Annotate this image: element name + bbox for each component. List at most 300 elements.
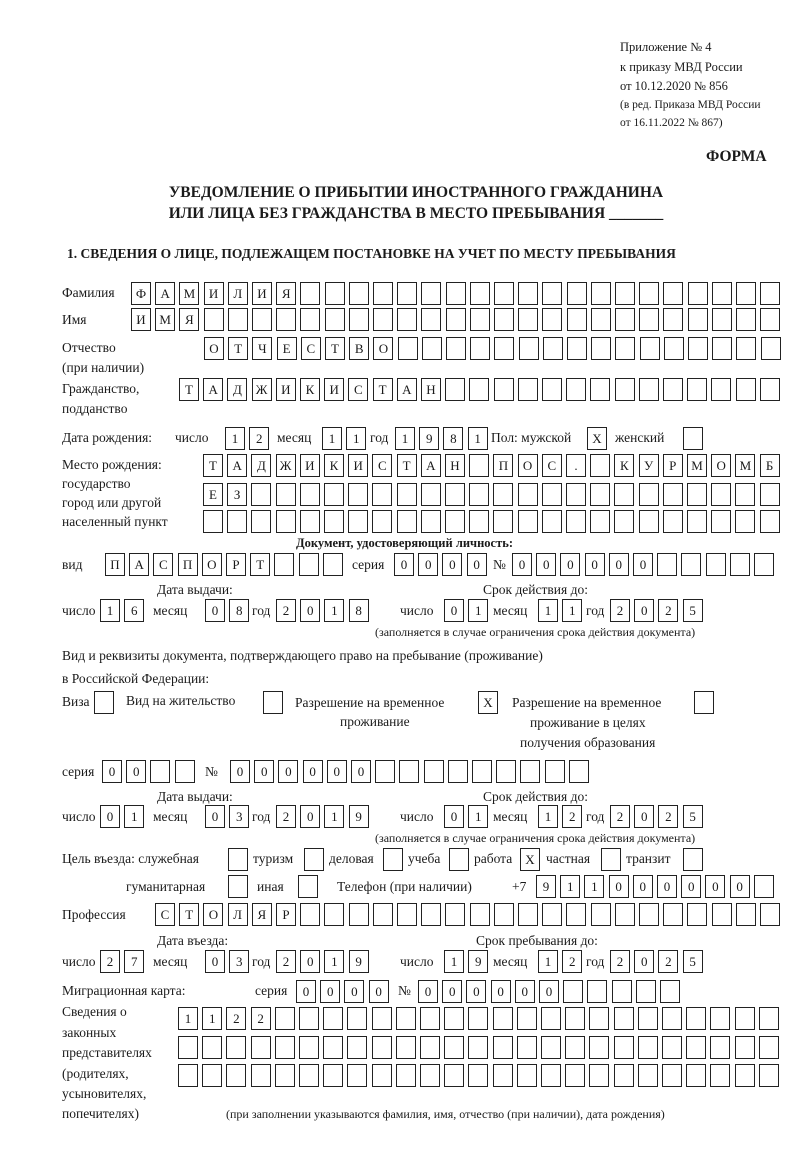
sex-female-char-box[interactable] (683, 427, 703, 450)
migration-number-char-box[interactable]: 0 (491, 980, 511, 1003)
birthplace-row3-char-box[interactable] (687, 510, 707, 533)
citizenship-char-box[interactable] (445, 378, 465, 401)
phone-char-box[interactable] (754, 875, 774, 898)
name-char-box[interactable]: И (131, 308, 151, 331)
citizenship-char-box[interactable] (494, 378, 514, 401)
birthplace-row3-char-box[interactable] (639, 510, 659, 533)
stay-until-month-char-box[interactable]: 1 (538, 950, 558, 973)
surname-char-box[interactable] (639, 282, 659, 305)
stay-number-char-box[interactable]: 0 (327, 760, 347, 783)
stay-number-char-box[interactable] (399, 760, 419, 783)
reps-row3-char-box[interactable] (541, 1064, 561, 1087)
stay-issue-year-char-box[interactable]: 2 (276, 805, 296, 828)
stay-issue-month-char-box[interactable]: 0 (205, 805, 225, 828)
reps-row2-char-box[interactable] (468, 1036, 488, 1059)
patronymic-char-box[interactable] (398, 337, 418, 360)
reps-row3-char-box[interactable] (468, 1064, 488, 1087)
birthplace-row3-char-box[interactable] (372, 510, 392, 533)
reps-row2-char-box[interactable] (614, 1036, 634, 1059)
migration-series-char-box[interactable]: 0 (344, 980, 364, 1003)
profession-char-box[interactable] (736, 903, 756, 926)
birthplace-row2-char-box[interactable] (590, 483, 610, 506)
profession-char-box[interactable]: О (203, 903, 223, 926)
birth-day-char-box[interactable]: 2 (249, 427, 269, 450)
profession-char-box[interactable] (639, 903, 659, 926)
birthplace-row1-char-box[interactable]: Т (203, 454, 223, 477)
citizenship-char-box[interactable]: К (300, 378, 320, 401)
name-char-box[interactable] (373, 308, 393, 331)
name-char-box[interactable] (204, 308, 224, 331)
stay-series-char-box[interactable] (150, 760, 170, 783)
id-issue-month-char-box[interactable]: 8 (229, 599, 249, 622)
birthplace-row3-char-box[interactable] (590, 510, 610, 533)
reps-row1-char-box[interactable] (541, 1007, 561, 1030)
reps-row2-char-box[interactable] (686, 1036, 706, 1059)
profession-char-box[interactable] (397, 903, 417, 926)
stay-number-char-box[interactable] (496, 760, 516, 783)
stay-until-day-char-box[interactable]: 9 (468, 950, 488, 973)
id-issue-year-char-box[interactable]: 2 (276, 599, 296, 622)
birthplace-row3-char-box[interactable] (469, 510, 489, 533)
stay-number-char-box[interactable]: 0 (230, 760, 250, 783)
entry-day-char-box[interactable]: 7 (124, 950, 144, 973)
citizenship-char-box[interactable]: Т (373, 378, 393, 401)
id-number-char-box[interactable]: 0 (585, 553, 605, 576)
surname-char-box[interactable] (688, 282, 708, 305)
purpose-humanitarian-char-box[interactable] (228, 875, 248, 898)
patronymic-char-box[interactable] (664, 337, 684, 360)
profession-char-box[interactable]: Я (252, 903, 272, 926)
birthplace-row3-char-box[interactable] (227, 510, 247, 533)
birthplace-row2-char-box[interactable] (469, 483, 489, 506)
birthplace-row3-char-box[interactable] (276, 510, 296, 533)
surname-char-box[interactable] (470, 282, 490, 305)
birthplace-row2-char-box[interactable] (348, 483, 368, 506)
reps-row2-char-box[interactable] (565, 1036, 585, 1059)
reps-row3-char-box[interactable] (759, 1064, 779, 1087)
birthplace-row3-char-box[interactable] (760, 510, 780, 533)
patronymic-char-box[interactable]: Т (228, 337, 248, 360)
stay-number-char-box[interactable] (424, 760, 444, 783)
temp-residence-edu-char-box[interactable] (694, 691, 714, 714)
birthplace-row2-char-box[interactable] (421, 483, 441, 506)
reps-row3-char-box[interactable] (347, 1064, 367, 1087)
birthplace-row1-char-box[interactable]: И (348, 454, 368, 477)
reps-row2-char-box[interactable] (710, 1036, 730, 1059)
birthplace-row3-char-box[interactable] (566, 510, 586, 533)
birthplace-row3-char-box[interactable] (493, 510, 513, 533)
surname-char-box[interactable] (446, 282, 466, 305)
purpose-study-char-box[interactable] (449, 848, 469, 871)
birthplace-row1-char-box[interactable]: Б (760, 454, 780, 477)
phone-char-box[interactable]: 0 (657, 875, 677, 898)
name-char-box[interactable] (252, 308, 272, 331)
profession-char-box[interactable] (566, 903, 586, 926)
reps-row1-char-box[interactable]: 1 (202, 1007, 222, 1030)
birth-month-char-box[interactable]: 1 (322, 427, 342, 450)
migration-series-char-box[interactable]: 0 (296, 980, 316, 1003)
id-valid-year-char-box[interactable]: 2 (610, 599, 630, 622)
birthplace-row3-char-box[interactable] (735, 510, 755, 533)
id-number-char-box[interactable]: 0 (536, 553, 556, 576)
birthplace-row2-char-box[interactable] (760, 483, 780, 506)
id-valid-month-char-box[interactable]: 1 (562, 599, 582, 622)
reps-row2-char-box[interactable] (420, 1036, 440, 1059)
entry-year-char-box[interactable]: 2 (276, 950, 296, 973)
stay-number-char-box[interactable] (545, 760, 565, 783)
id-kind-char-box[interactable] (274, 553, 294, 576)
birthplace-row1-char-box[interactable]: К (614, 454, 634, 477)
phone-char-box[interactable]: 0 (609, 875, 629, 898)
migration-number-char-box[interactable] (563, 980, 583, 1003)
surname-char-box[interactable]: И (252, 282, 272, 305)
reps-row3-char-box[interactable] (275, 1064, 295, 1087)
reps-row2-char-box[interactable] (662, 1036, 682, 1059)
birthplace-row3-char-box[interactable] (251, 510, 271, 533)
profession-char-box[interactable] (445, 903, 465, 926)
birthplace-row2-char-box[interactable] (639, 483, 659, 506)
purpose-work-char-box[interactable]: X (520, 848, 540, 871)
name-char-box[interactable] (591, 308, 611, 331)
surname-char-box[interactable] (542, 282, 562, 305)
visa-char-box[interactable] (94, 691, 114, 714)
name-char-box[interactable] (639, 308, 659, 331)
entry-month-char-box[interactable]: 3 (229, 950, 249, 973)
birthplace-row1-char-box[interactable]: М (735, 454, 755, 477)
patronymic-char-box[interactable] (591, 337, 611, 360)
birthplace-row2-char-box[interactable] (251, 483, 271, 506)
birthplace-row2-char-box[interactable] (542, 483, 562, 506)
stay-number-char-box[interactable] (472, 760, 492, 783)
id-kind-char-box[interactable] (323, 553, 343, 576)
profession-char-box[interactable]: Т (179, 903, 199, 926)
name-char-box[interactable]: М (155, 308, 175, 331)
reps-row3-char-box[interactable] (565, 1064, 585, 1087)
citizenship-char-box[interactable] (663, 378, 683, 401)
reps-row3-char-box[interactable] (710, 1064, 730, 1087)
citizenship-char-box[interactable] (736, 378, 756, 401)
reps-row1-char-box[interactable] (396, 1007, 416, 1030)
reps-row1-char-box[interactable] (420, 1007, 440, 1030)
name-char-box[interactable] (494, 308, 514, 331)
birthplace-row2-char-box[interactable] (566, 483, 586, 506)
surname-char-box[interactable] (615, 282, 635, 305)
citizenship-char-box[interactable] (542, 378, 562, 401)
stay-series-char-box[interactable] (175, 760, 195, 783)
name-char-box[interactable]: Я (179, 308, 199, 331)
name-char-box[interactable] (760, 308, 780, 331)
birth-year-char-box[interactable]: 1 (395, 427, 415, 450)
id-series-char-box[interactable]: 0 (394, 553, 414, 576)
id-number-char-box[interactable] (706, 553, 726, 576)
name-char-box[interactable] (446, 308, 466, 331)
profession-char-box[interactable] (470, 903, 490, 926)
birthplace-row2-char-box[interactable] (663, 483, 683, 506)
sex-male-char-box[interactable]: X (587, 427, 607, 450)
birthplace-row3-char-box[interactable] (324, 510, 344, 533)
birthplace-row3-char-box[interactable] (542, 510, 562, 533)
birthplace-row1-char-box[interactable]: О (711, 454, 731, 477)
patronymic-char-box[interactable]: Е (277, 337, 297, 360)
stay-until-year-char-box[interactable]: 0 (634, 950, 654, 973)
migration-number-char-box[interactable] (636, 980, 656, 1003)
purpose-private-char-box[interactable] (601, 848, 621, 871)
profession-char-box[interactable] (760, 903, 780, 926)
id-kind-char-box[interactable]: П (105, 553, 125, 576)
birthplace-row3-char-box[interactable] (300, 510, 320, 533)
surname-char-box[interactable]: А (155, 282, 175, 305)
id-issue-day-char-box[interactable]: 6 (124, 599, 144, 622)
reps-row1-char-box[interactable] (710, 1007, 730, 1030)
id-number-char-box[interactable] (730, 553, 750, 576)
stay-until-day-char-box[interactable]: 1 (444, 950, 464, 973)
stay-valid-year-char-box[interactable]: 2 (658, 805, 678, 828)
birthplace-row2-char-box[interactable] (687, 483, 707, 506)
birthplace-row1-char-box[interactable]: О (518, 454, 538, 477)
migration-number-char-box[interactable] (612, 980, 632, 1003)
name-char-box[interactable] (276, 308, 296, 331)
citizenship-char-box[interactable] (639, 378, 659, 401)
birthplace-row3-char-box[interactable] (421, 510, 441, 533)
birthplace-row1-char-box[interactable]: А (421, 454, 441, 477)
id-number-char-box[interactable]: 0 (633, 553, 653, 576)
stay-until-year-char-box[interactable]: 2 (610, 950, 630, 973)
profession-char-box[interactable]: Р (276, 903, 296, 926)
birthplace-row1-char-box[interactable]: А (227, 454, 247, 477)
profession-char-box[interactable] (300, 903, 320, 926)
birthplace-row2-char-box[interactable] (518, 483, 538, 506)
reps-row2-char-box[interactable] (517, 1036, 537, 1059)
reps-row3-char-box[interactable] (226, 1064, 246, 1087)
name-char-box[interactable] (349, 308, 369, 331)
reps-row3-char-box[interactable] (493, 1064, 513, 1087)
stay-issue-day-char-box[interactable]: 0 (100, 805, 120, 828)
reps-row3-char-box[interactable] (686, 1064, 706, 1087)
reps-row2-char-box[interactable] (638, 1036, 658, 1059)
citizenship-char-box[interactable] (469, 378, 489, 401)
reps-row3-char-box[interactable] (638, 1064, 658, 1087)
stay-number-char-box[interactable] (520, 760, 540, 783)
patronymic-char-box[interactable] (712, 337, 732, 360)
surname-char-box[interactable] (421, 282, 441, 305)
id-series-char-box[interactable]: 0 (418, 553, 438, 576)
purpose-other-char-box[interactable] (298, 875, 318, 898)
birthplace-row1-char-box[interactable]: Д (251, 454, 271, 477)
birthplace-row1-char-box[interactable]: М (687, 454, 707, 477)
birthplace-row3-char-box[interactable] (348, 510, 368, 533)
birthplace-row3-char-box[interactable] (397, 510, 417, 533)
birthplace-row2-char-box[interactable] (614, 483, 634, 506)
surname-char-box[interactable] (494, 282, 514, 305)
citizenship-char-box[interactable] (760, 378, 780, 401)
reps-row3-char-box[interactable] (178, 1064, 198, 1087)
birthplace-row1-char-box[interactable]: Т (397, 454, 417, 477)
name-char-box[interactable] (300, 308, 320, 331)
reps-row3-char-box[interactable] (372, 1064, 392, 1087)
profession-char-box[interactable] (421, 903, 441, 926)
surname-char-box[interactable]: И (204, 282, 224, 305)
reps-row1-char-box[interactable] (735, 1007, 755, 1030)
id-kind-char-box[interactable]: О (202, 553, 222, 576)
name-char-box[interactable] (228, 308, 248, 331)
stay-valid-day-char-box[interactable]: 1 (468, 805, 488, 828)
id-number-char-box[interactable]: 0 (609, 553, 629, 576)
reps-row1-char-box[interactable] (468, 1007, 488, 1030)
reps-row2-char-box[interactable] (396, 1036, 416, 1059)
temp-residence-char-box[interactable]: X (478, 691, 498, 714)
birth-day-char-box[interactable]: 1 (225, 427, 245, 450)
entry-month-char-box[interactable]: 0 (205, 950, 225, 973)
profession-char-box[interactable]: С (155, 903, 175, 926)
patronymic-char-box[interactable] (470, 337, 490, 360)
reps-row1-char-box[interactable]: 2 (251, 1007, 271, 1030)
stay-until-month-char-box[interactable]: 2 (562, 950, 582, 973)
profession-char-box[interactable] (324, 903, 344, 926)
birthplace-row2-char-box[interactable] (372, 483, 392, 506)
name-char-box[interactable] (542, 308, 562, 331)
birthplace-row3-char-box[interactable] (711, 510, 731, 533)
patronymic-char-box[interactable]: Ч (252, 337, 272, 360)
id-valid-year-char-box[interactable]: 5 (683, 599, 703, 622)
migration-series-char-box[interactable]: 0 (369, 980, 389, 1003)
birthplace-row2-char-box[interactable] (397, 483, 417, 506)
birthplace-row2-char-box[interactable] (711, 483, 731, 506)
stay-issue-month-char-box[interactable]: 3 (229, 805, 249, 828)
stay-issue-year-char-box[interactable]: 1 (324, 805, 344, 828)
reps-row2-char-box[interactable] (735, 1036, 755, 1059)
stay-number-char-box[interactable] (375, 760, 395, 783)
id-number-char-box[interactable] (681, 553, 701, 576)
name-char-box[interactable] (736, 308, 756, 331)
phone-char-box[interactable]: 0 (705, 875, 725, 898)
phone-char-box[interactable]: 0 (633, 875, 653, 898)
reps-row3-char-box[interactable] (323, 1064, 343, 1087)
citizenship-char-box[interactable]: С (348, 378, 368, 401)
migration-number-char-box[interactable]: 0 (515, 980, 535, 1003)
citizenship-char-box[interactable]: Н (421, 378, 441, 401)
patronymic-char-box[interactable]: О (204, 337, 224, 360)
stay-issue-year-char-box[interactable]: 9 (349, 805, 369, 828)
reps-row1-char-box[interactable] (759, 1007, 779, 1030)
stay-valid-year-char-box[interactable]: 2 (610, 805, 630, 828)
patronymic-char-box[interactable] (736, 337, 756, 360)
patronymic-char-box[interactable] (446, 337, 466, 360)
entry-year-char-box[interactable]: 0 (300, 950, 320, 973)
patronymic-char-box[interactable] (615, 337, 635, 360)
birthplace-row2-char-box[interactable]: Е (203, 483, 223, 506)
surname-char-box[interactable] (663, 282, 683, 305)
reps-row2-char-box[interactable] (299, 1036, 319, 1059)
id-valid-year-char-box[interactable]: 2 (658, 599, 678, 622)
stay-valid-day-char-box[interactable]: 0 (444, 805, 464, 828)
citizenship-char-box[interactable]: А (203, 378, 223, 401)
name-char-box[interactable] (615, 308, 635, 331)
entry-year-char-box[interactable]: 1 (324, 950, 344, 973)
birthplace-row3-char-box[interactable] (203, 510, 223, 533)
reps-row1-char-box[interactable] (299, 1007, 319, 1030)
birthplace-row1-char-box[interactable]: У (639, 454, 659, 477)
citizenship-char-box[interactable] (687, 378, 707, 401)
id-kind-char-box[interactable]: С (153, 553, 173, 576)
reps-row2-char-box[interactable] (202, 1036, 222, 1059)
stay-valid-month-char-box[interactable]: 1 (538, 805, 558, 828)
birthplace-row1-char-box[interactable] (590, 454, 610, 477)
reps-row2-char-box[interactable] (347, 1036, 367, 1059)
profession-char-box[interactable] (542, 903, 562, 926)
reps-row2-char-box[interactable] (226, 1036, 246, 1059)
reps-row1-char-box[interactable]: 2 (226, 1007, 246, 1030)
phone-char-box[interactable]: 9 (536, 875, 556, 898)
birthplace-row2-char-box[interactable] (445, 483, 465, 506)
reps-row3-char-box[interactable] (589, 1064, 609, 1087)
id-issue-day-char-box[interactable]: 1 (100, 599, 120, 622)
id-kind-char-box[interactable]: Т (250, 553, 270, 576)
reps-row1-char-box[interactable] (323, 1007, 343, 1030)
birthplace-row1-char-box[interactable]: Н (445, 454, 465, 477)
surname-char-box[interactable] (397, 282, 417, 305)
reps-row2-char-box[interactable] (178, 1036, 198, 1059)
stay-series-char-box[interactable]: 0 (102, 760, 122, 783)
stay-valid-year-char-box[interactable]: 5 (683, 805, 703, 828)
profession-char-box[interactable] (518, 903, 538, 926)
id-number-char-box[interactable]: 0 (512, 553, 532, 576)
reps-row2-char-box[interactable] (323, 1036, 343, 1059)
id-issue-month-char-box[interactable]: 0 (205, 599, 225, 622)
birthplace-row1-char-box[interactable]: К (324, 454, 344, 477)
reps-row3-char-box[interactable] (251, 1064, 271, 1087)
birth-year-char-box[interactable]: 1 (468, 427, 488, 450)
stay-number-char-box[interactable] (448, 760, 468, 783)
patronymic-char-box[interactable] (494, 337, 514, 360)
reps-row1-char-box[interactable] (686, 1007, 706, 1030)
reps-row3-char-box[interactable] (299, 1064, 319, 1087)
name-char-box[interactable] (421, 308, 441, 331)
id-valid-day-char-box[interactable]: 1 (468, 599, 488, 622)
patronymic-char-box[interactable]: О (373, 337, 393, 360)
patronymic-char-box[interactable]: Т (325, 337, 345, 360)
name-char-box[interactable] (470, 308, 490, 331)
patronymic-char-box[interactable] (761, 337, 781, 360)
id-series-char-box[interactable]: 0 (467, 553, 487, 576)
birthplace-row2-char-box[interactable] (300, 483, 320, 506)
id-number-char-box[interactable]: 0 (560, 553, 580, 576)
surname-char-box[interactable] (518, 282, 538, 305)
reps-row1-char-box[interactable] (347, 1007, 367, 1030)
birthplace-row3-char-box[interactable] (445, 510, 465, 533)
reps-row2-char-box[interactable] (275, 1036, 295, 1059)
patronymic-char-box[interactable]: С (301, 337, 321, 360)
patronymic-char-box[interactable] (422, 337, 442, 360)
reps-row1-char-box[interactable] (444, 1007, 464, 1030)
surname-char-box[interactable] (712, 282, 732, 305)
name-char-box[interactable] (397, 308, 417, 331)
profession-char-box[interactable] (494, 903, 514, 926)
reps-row1-char-box[interactable] (614, 1007, 634, 1030)
surname-char-box[interactable] (736, 282, 756, 305)
birthplace-row2-char-box[interactable]: З (227, 483, 247, 506)
profession-char-box[interactable] (349, 903, 369, 926)
citizenship-char-box[interactable]: Т (179, 378, 199, 401)
stay-number-char-box[interactable] (569, 760, 589, 783)
birthplace-row1-char-box[interactable]: С (542, 454, 562, 477)
citizenship-char-box[interactable]: Ж (252, 378, 272, 401)
id-number-char-box[interactable] (754, 553, 774, 576)
stay-until-year-char-box[interactable]: 5 (683, 950, 703, 973)
name-char-box[interactable] (688, 308, 708, 331)
reps-row1-char-box[interactable] (565, 1007, 585, 1030)
reps-row3-char-box[interactable] (735, 1064, 755, 1087)
id-kind-char-box[interactable]: А (129, 553, 149, 576)
